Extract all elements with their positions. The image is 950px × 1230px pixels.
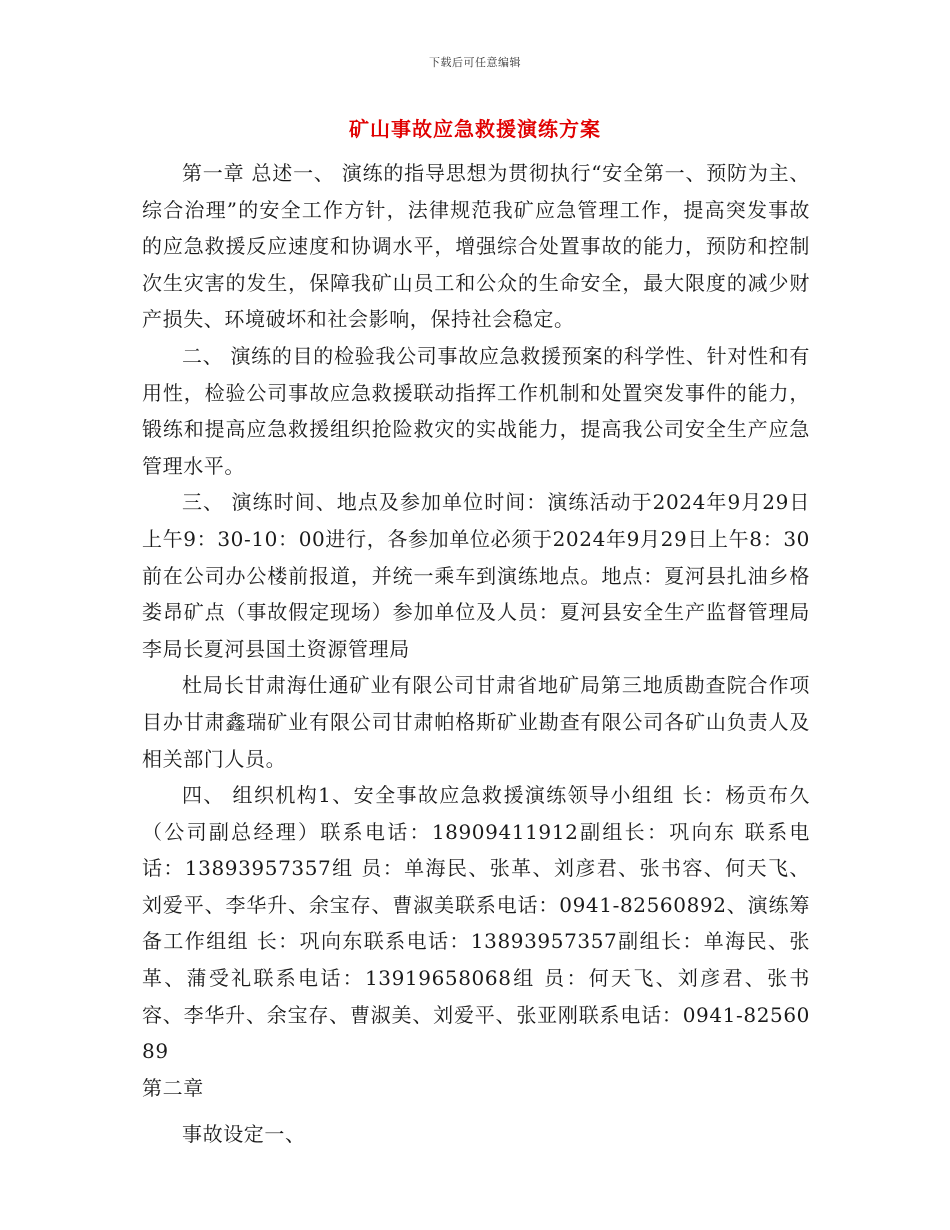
paragraph-participants: 杜局长甘肃海仕通矿业有限公司甘肃省地矿局第三地质勘查院合作项目办甘肃鑫瑞矿业有限公司甘肃帕格斯矿业勘查有限公司各矿山负责人及相关部门人员。 [142, 673, 810, 771]
document-body [142, 155, 810, 1153]
header-note: 下载后可任意编辑 [429, 56, 521, 69]
paragraph-accident-setting: 事故设定一、 [182, 1122, 306, 1147]
document-title: 矿山事故应急救援演练方案 [349, 117, 601, 141]
chapter-two-heading: 第二章 [142, 1075, 204, 1100]
paragraph-organization: 四、 组织机构1、安全事故应急救援演练领导小组组 长：杨贡布久（公司副总经理）联系电话：18909411912副组长：巩向东 联系电话：13893957357组 员：单海民、张革、刘彦君、张书容、何天飞、刘爱平、李华升、余宝存、曹淑美联系电话：0941-82560892、演练筹备工作组组 长：巩向东联系电话：13893957357副组长：单海民、张革、蒲受礼联系电话：13919658068组 员：何天飞、刘彦君、张书容、李华升、余宝存、曹淑美、刘爱平、张亚刚联系电话：0941-8256089 [142, 783, 810, 1064]
paragraph-time-place: 三、 演练时间、地点及参加单位时间：演练活动于2024年9月29日上午9：30-10：00进行，各参加单位必须于2024年9月29日上午8：30前在公司办公楼前报道，并统一乘车到演练地点。地点：夏河县扎油乡格娄昂矿点（事故假定现场）参加单位及人员：夏河县安全生产监督管理局李局长夏河县国土资源管理局 [142, 490, 810, 661]
paragraph-purpose: 二、 演练的目的检验我公司事故应急救援预案的科学性、针对性和有用性，检验公司事故应急救援联动指挥工作机制和处置突发事件的能力，锻练和提高应急救援组织抢险救灾的实战能力，提高我公司安全生产应急管理水平。 [142, 343, 810, 478]
paragraph-general: 第一章 总述一、 演练的指导思想为贯彻执行“安全第一、预防为主、综合治理”的安全工作方针，法律规范我矿应急管理工作，提高突发事故的应急救援反应速度和协调水平，增强综合处置事故的能力，预防和控制次生灾害的发生，保障我矿山员工和公众的生命安全，最大限度的减少财产损失、环境破坏和社会影响，保持社会稳定。 [142, 161, 810, 332]
